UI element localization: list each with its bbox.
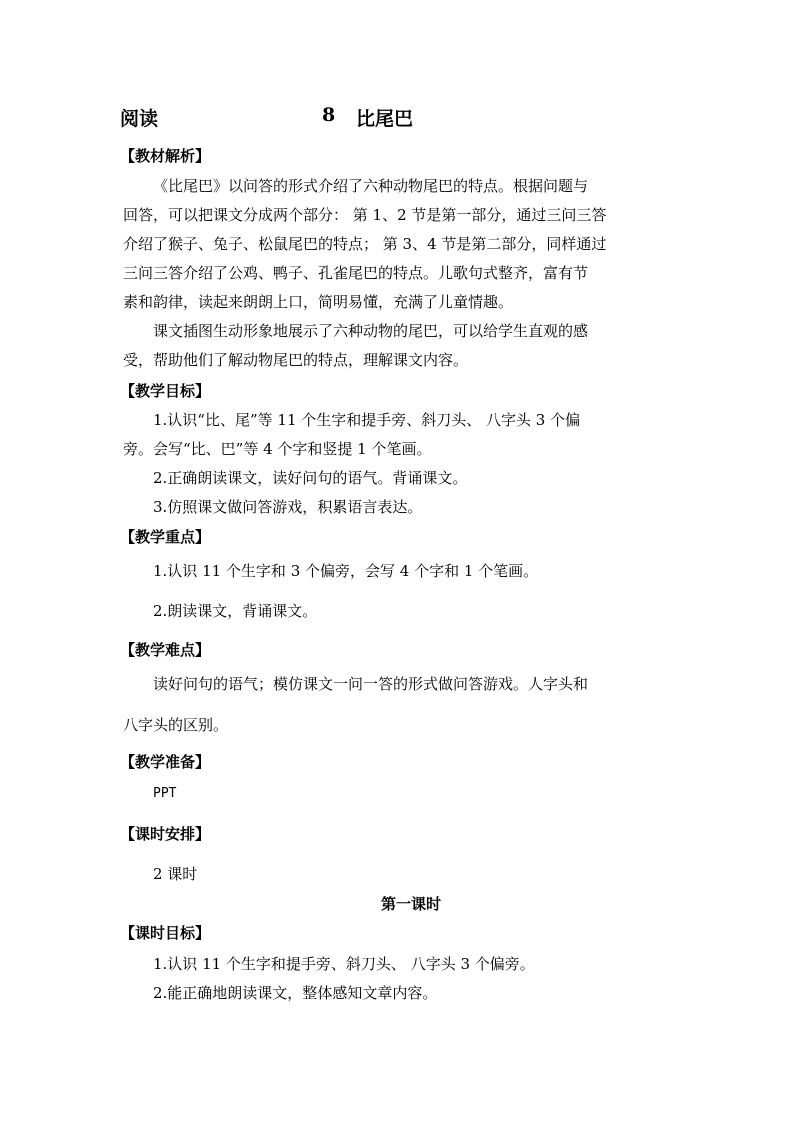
difficulties-heading: 【教学难点】 (120, 641, 211, 659)
schedule-text: 2 课时 (153, 865, 198, 883)
preparation-text: PPT (153, 786, 177, 801)
lesson-goals-item2: 2.能正确地朗读课文，整体感知文章内容。 (153, 984, 438, 1002)
difficulties-line1: 读好问句的语气；模仿课文一问一答的形式做问答游戏。人字头和 (153, 675, 589, 693)
analysis-p1-line2: 回答，可以把课文分成两个部分： 第 1、2 节是第一部分，通过三问三答 (123, 206, 607, 224)
difficulties-line2: 八字头的区别。 (123, 716, 229, 734)
lesson-goals-item1: 1.认识 11 个生字和提手旁、斜刀头、 八字头 3 个偏旁。 (153, 955, 535, 973)
preparation-heading: 【教学准备】 (120, 753, 211, 771)
goals-item1-line1: 1.认识“比、尾”等 11 个生字和提手旁、斜刀头、 八字头 3 个偏 (153, 411, 581, 429)
lesson-goals-heading: 【课时目标】 (120, 924, 211, 942)
goals-item1-line2: 旁。会写“比、巴”等 4 个字和竖提 1 个笔画。 (123, 440, 432, 458)
lesson-title: 比尾巴 (356, 108, 414, 130)
analysis-heading: 【教材解析】 (120, 147, 211, 165)
analysis-p1-line3: 介绍了猴子、兔子、松鼠尾巴的特点； 第 3、4 节是第二部分，同样通过 (123, 235, 607, 253)
key-points-heading: 【教学重点】 (120, 528, 211, 546)
goals-item2: 2.正确朗读课文，读好问句的语气。背诵课文。 (153, 469, 468, 487)
lesson-number: 8 (322, 104, 336, 126)
schedule-heading: 【课时安排】 (120, 825, 211, 843)
key-points-item1: 1.认识 11 个生字和 3 个偏旁，会写 4 个字和 1 个笔画。 (153, 562, 539, 580)
analysis-p2-line2: 受，帮助他们了解动物尾巴的特点，理解课文内容。 (123, 351, 469, 369)
analysis-p1-line5: 素和韵律，读起来朗朗上口，简明易懂，充满了儿童情趣。 (123, 293, 514, 311)
section-label: 阅读 (120, 108, 159, 130)
first-lesson-title: 第一课时 (381, 895, 442, 913)
key-points-item2: 2.朗读课文，背诵课文。 (153, 602, 318, 620)
analysis-p2-line1: 课文插图生动形象地展示了六种动物的尾巴，可以给学生直观的感 (153, 322, 589, 340)
analysis-p1-line4: 三问三答介绍了公鸡、鸭子、孔雀尾巴的特点。儿歌句式整齐，富有节 (123, 264, 589, 282)
goals-heading: 【教学目标】 (120, 382, 211, 400)
analysis-p1-line1: 《比尾巴》以问答的形式介绍了六种动物尾巴的特点。根据问题与 (153, 177, 589, 195)
goals-item3: 3.仿照课文做问答游戏，积累语言表达。 (153, 498, 423, 516)
